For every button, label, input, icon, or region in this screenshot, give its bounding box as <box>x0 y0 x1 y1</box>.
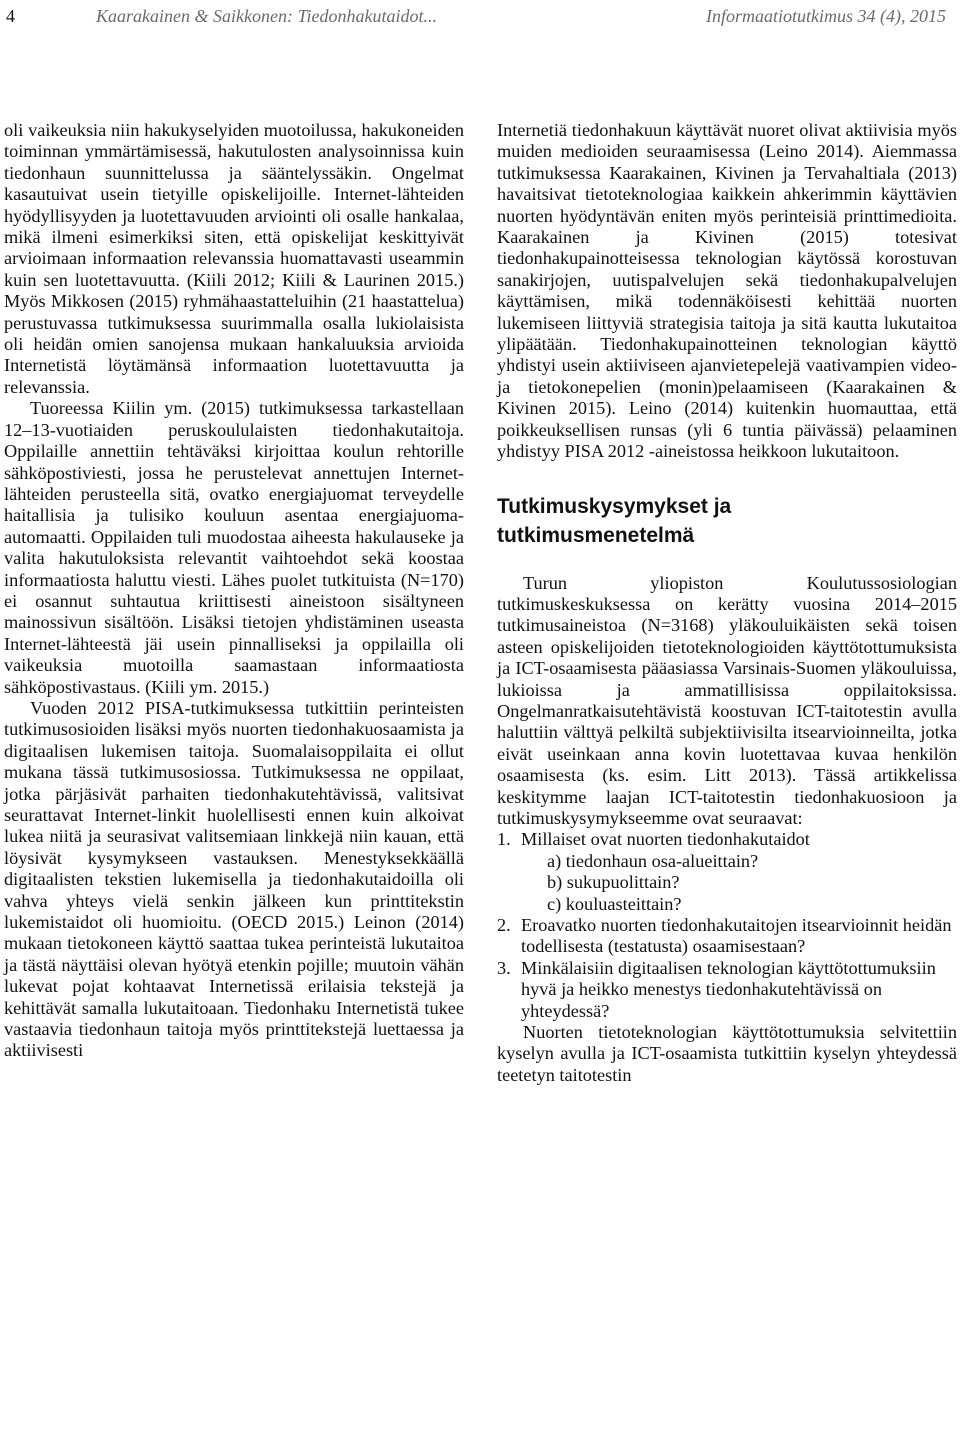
research-question <box>497 829 957 915</box>
sub-question: c) kouluasteittain? <box>547 893 682 914</box>
research-question <box>497 915 957 958</box>
running-head-authors: Kaarakainen & Saikkonen: Tiedonhakutaidot... <box>96 6 437 26</box>
sub-question-list <box>521 851 957 915</box>
question-text: Minkälaisiin digitaalisen teknologian käyttötottumuksiin hyvä ja heikko menestys tiedonhakutehtävissä on yhteydessä? <box>521 957 936 1021</box>
body-paragraph: Turun yliopiston Koulutussosiologian tutkimuskeskuksessa on kerätty vuosina 2014–2015 tutkimusaineistoa (N=3168) yläkouluikäisten sekä toisen asteen opiskelijoiden tietoteknologioiden käyttötottumuksista ja ICT-osaamisesta pääasiassa Varsinais-Suomen yläkouluissa, lukioissa ja ammatillisissa oppilaitoksissa. Ongelmanratkaisutehtävistä koostuvan ICT-taitotestin avulla haluttiin välttyä pelkiltä subjektiivisilta itsearvioinneilta, jotka eivät useinkaan anna kovin luotettavaa kuvaa henkilön osaamisesta (ks. esim. Litt 2013). Tässä artikkelissa keskitymme laajan ICT-taitotestin tiedonhakuosioon ja tutkimuskysymykseemme ovat seuraavat: <box>497 572 957 828</box>
research-questions-list <box>497 829 957 1022</box>
running-head-journal: Informaatiotutkimus 34 (4), 2015 <box>706 6 946 26</box>
body-paragraph: Vuoden 2012 PISA-tutkimuksessa tutkittiin perinteisten tutkimusosioiden lisäksi myös nuorten tiedonhakuosaamista ja digitaalisen lukemisen taitoja. Suomalaisoppilaita ei ollut mukana tässä tutkimusosiossa. Tutkimuksessa ne oppilaat, jotka pärjäsivät parhaiten tiedonhakutehtävissä, valitsivat seurattavat Internet-linkit huolellisesti ennen kuin alkoivat lukea niitä ja seurasivat valitsemiaan linkkejä niin kauan, että löysivät kysymykseen vastauksen. Menestyksekkäällä digitaalisten tekstien lukemisella ja tiedonhakutaidoilla oli vahva yhteys vielä senkin jälkeen kun printtitekstin lukemistaidot oli huomioitu. (OECD 2015.) Leinon (2014) mukaan tietokoneen käyttö saattaa tukea perinteistä lukutaitoa ja tästä näyttäisi olevan hyötyä etenkin pojille; muutoin vähän lukevat pojat kohtaavat Internetissä erilaisia tekstejä ja kehittävät samalla lukutaitoaan. Tiedonhaku Internetistä tukee vastaavia tiedonhaun taitoja myös printtitekstejä luettaessa ja aktiivisesti <box>4 697 464 1061</box>
question-number: 2. <box>497 915 511 935</box>
question-text: Millaiset ovat nuorten tiedonhakutaidot <box>521 829 810 850</box>
question-number: 1. <box>497 829 511 850</box>
body-paragraph: Internetiä tiedonhakuun käyttävät nuoret olivat aktiivisia myös muiden medioiden seuraamisessa (Leino 2014). Aiemmassa tutkimuksessa Kaarakainen, Kivinen ja Tervahaltiala (2013) havaitsivat tietoteknologiaa kaikkein ahkerimmin käyttävien nuorten hyödyntävän eniten myös perinteisiä printtimedioita. Kaarakainen ja Kivinen (2015) totesivat tiedonhakupainotteisessa teknologian käytössä korostuvan sanakirjojen, uutispalvelujen sekä tiedonhakupalvelujen käyttämisen, mikä todennäköisesti kehittää nuorten lukemiseen liittyviä strategisia taitoja ja sitä kautta lukutaitoa ylipäätään. Tiedonhakupainotteinen teknologian käyttö yhdistyi usein aktiiviseen ajanvietepelejä vaativampien video- ja tietokonepelien (monin)pelaamiseen (Kaarakainen & Kivinen 2015). Leino (2014) kuitenkin huomauttaa, että poikkeuksellisen runsas (yli 6 tuntia päivässä) pelaaminen yhdistyy PISA 2012 -aineistossa heikkoon lukutaitoon. <box>497 120 957 462</box>
left-column <box>4 120 464 1062</box>
question-number: 3. <box>497 957 511 978</box>
running-header <box>6 4 946 28</box>
section-heading: Tutkimuskysymykset ja tutkimusmenetelmä <box>497 494 732 547</box>
sub-question: a) tiedonhaun osa-alueittain? <box>547 850 759 871</box>
research-question <box>497 958 957 1022</box>
body-paragraph: Tuoreessa Kiilin ym. (2015) tutkimuksessa tarkastellaan 12–13-vuotiaiden peruskoululaisten tiedonhakutaitoja. Oppilaille annettiin tehtäväksi kirjoittaa koulun rehtorille sähköpostiviesti, jossa he perustelevat annettujen Internet-lähteiden perusteella sitä, ovatko energiajuomat terveydelle haitallisia ja tulisiko kouluun asentaa energiajuoma-automaatti. Oppilaiden tuli muodostaa aiheesta hakulauseke ja valita hakutuloksista relevantit vaihtoehdot sekä koostaa informaatiosta haluttu viesti. Lähes puolet tutkituista (N=170) ei osannut suhtautua kriittisesti aineistoon sisältyneen mainossivun sisältöön. Lisäksi tietojen yhdistäminen useasta Internet-lähteestä jäi usein pinnalliseksi ja oppilailla oli vaikeuksia muotoilla saamastaan informaatiosta sähköpostivastaus. (Kiili ym. 2015.) <box>4 398 464 697</box>
sub-question: b) sukupuolittain? <box>547 872 680 893</box>
body-paragraph: Nuorten tietoteknologian käyttötottumuksia selvitettiin kyselyn avulla ja ICT-osaamista tutkittiin kyselyn yhteydessä teetetyn taitotestin <box>497 1022 957 1085</box>
body-paragraph: oli vaikeuksia niin hakukyselyiden muotoilussa, hakukoneiden toiminnan ymmärtämisessä, hakutulosten analysoinnissa kuin tiedonhaun suunnittelussa ja sääntelyssäkin. Ongelmat kasautuivat usein tietyille opiskelijoille. Internet-lähteiden hyödyllisyyden ja luotettavuuden arviointi oli osalle hankalaa, mikä ilmeni esimerkiksi siten, että opiskelijat keskittyivät arvioimaan informaation relevanssia huomattavasti useammin kuin sen luotettavuutta. (Kiili 2012; Kiili & Laurinen 2015.) Myös Mikkosen (2015) ryhmähaastatteluihin (21 haastattelua) perustuvassa tutkimuksessa suurimmalla osalla lukiolaisista oli heidän omien sanojensa mukaan hankaluuksia arvioida Internetistä löytämänsä informaation luotettavuutta ja relevanssia. <box>4 120 464 397</box>
question-text: Eroavatko nuorten tiedonhakutaitojen itsearvioinnit heidän todellisesta (testatusta) osaamisestaan? <box>521 915 952 957</box>
right-column <box>497 120 957 1086</box>
page-number: 4 <box>6 6 15 26</box>
